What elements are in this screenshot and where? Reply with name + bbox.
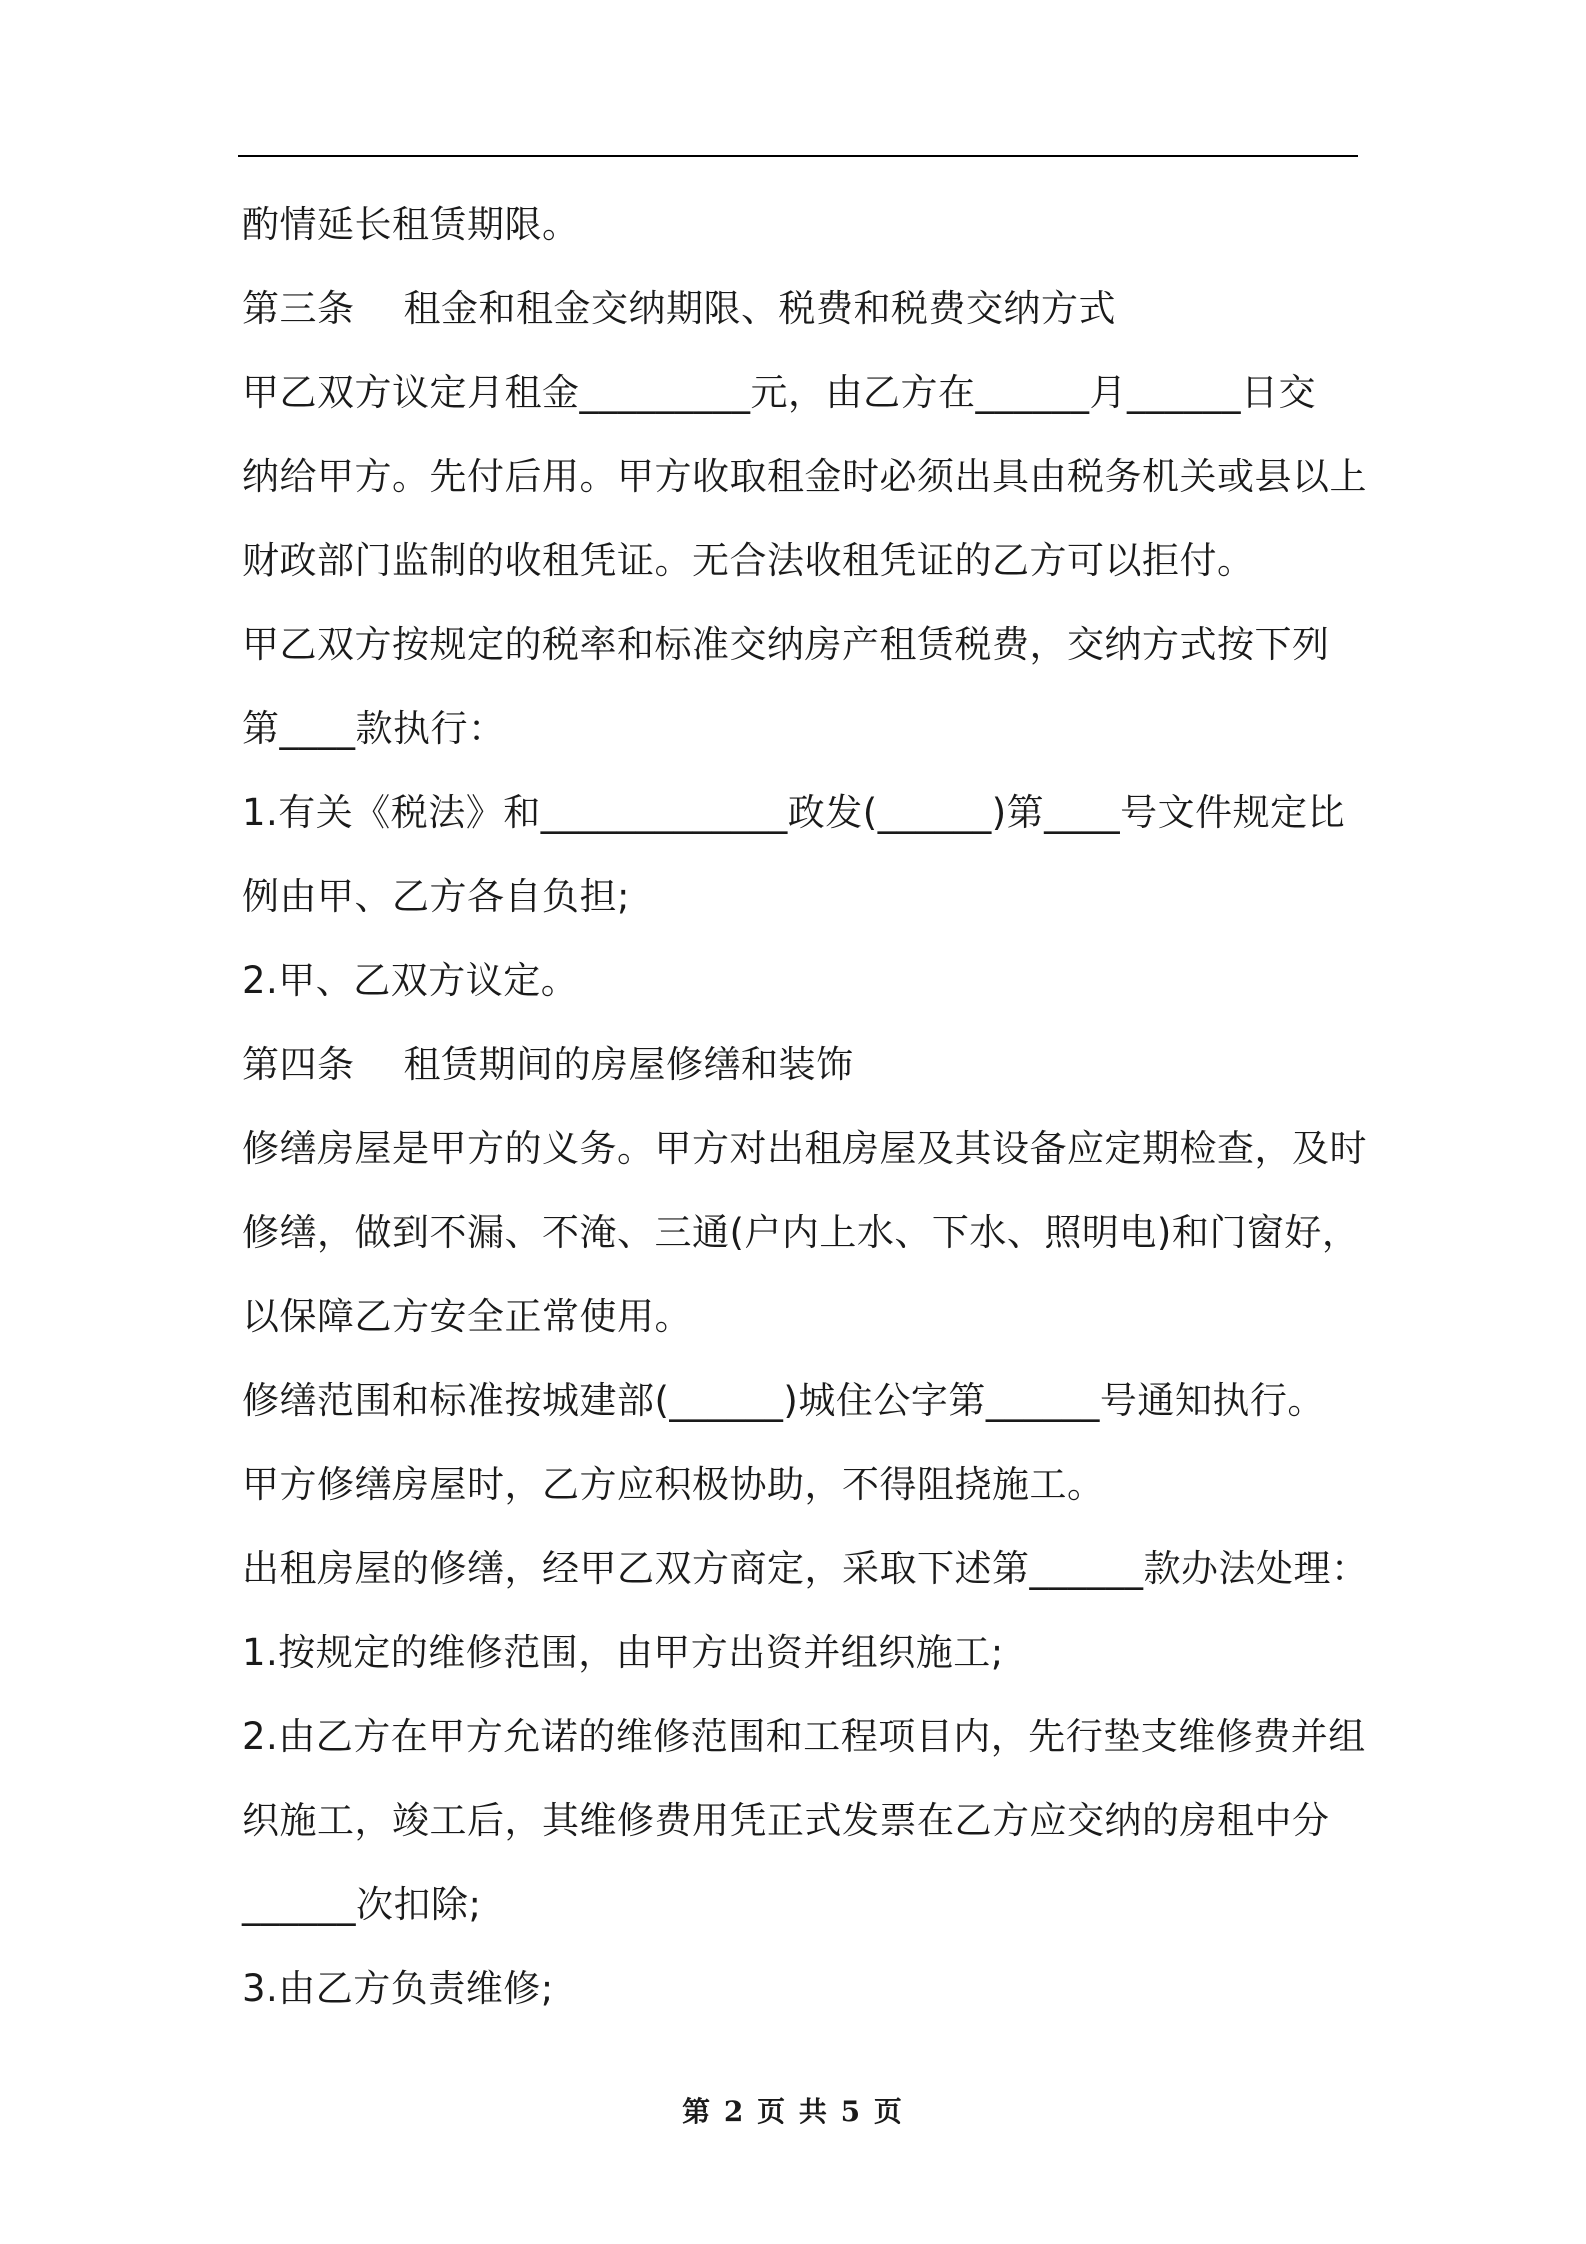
text-line: ______次扣除;: [242, 1883, 482, 1926]
text-line: 1.按规定的维修范围，由甲方出资并组织施工;: [242, 1631, 1004, 1674]
page-number-footer: 第 2 页 共 5 页: [682, 2095, 904, 2128]
text-line: 以保障乙方安全正常使用。: [242, 1295, 692, 1338]
text-line: 2.由乙方在甲方允诺的维修范围和工程项目内，先行垫支维修费并组: [242, 1715, 1366, 1758]
article-heading: 第四条 租赁期间的房屋修缮和装饰: [242, 1043, 854, 1086]
text-line: 出租房屋的修缮，经甲乙双方商定，采取下述第______款办法处理：: [242, 1547, 1369, 1590]
text-line: 纳给甲方。先付后用。甲方收取租金时必须出具由税务机关或县以上: [242, 455, 1367, 498]
text-line: 1.有关《税法》和_____________政发(______)第____号文件规定比: [242, 791, 1346, 834]
header-rule: [238, 155, 1358, 157]
text-line: 修缮范围和标准按城建部(______)城住公字第______号通知执行。: [242, 1379, 1325, 1422]
text-line: 甲乙双方按规定的税率和标准交纳房产租赁税费，交纳方式按下列: [242, 623, 1330, 666]
text-line: 财政部门监制的收租凭证。无合法收租凭证的乙方可以拒付。: [242, 539, 1255, 582]
text-line: 修缮，做到不漏、不淹、三通(户内上水、下水、照明电)和门窗好，: [242, 1211, 1360, 1254]
article-heading: 第三条 租金和租金交纳期限、税费和税费交纳方式: [242, 287, 1117, 330]
text-line: 例由甲、乙方各自负担;: [242, 875, 630, 918]
text-line: 甲乙双方议定月租金_________元，由乙方在______月______日交: [242, 371, 1316, 414]
text-line: 甲方修缮房屋时，乙方应积极协助，不得阻挠施工。: [242, 1463, 1105, 1506]
text-line: 2.甲、乙双方议定。: [242, 959, 579, 1002]
text-line: 3.由乙方负责维修;: [242, 1967, 554, 2010]
text-line: 修缮房屋是甲方的义务。甲方对出租房屋及其设备应定期检查，及时: [242, 1127, 1367, 1170]
text-line: 酌情延长租赁期限。: [242, 203, 580, 246]
text-line: 第____款执行：: [242, 707, 506, 750]
text-line: 织施工，竣工后，其维修费用凭正式发票在乙方应交纳的房租中分: [242, 1799, 1330, 1842]
